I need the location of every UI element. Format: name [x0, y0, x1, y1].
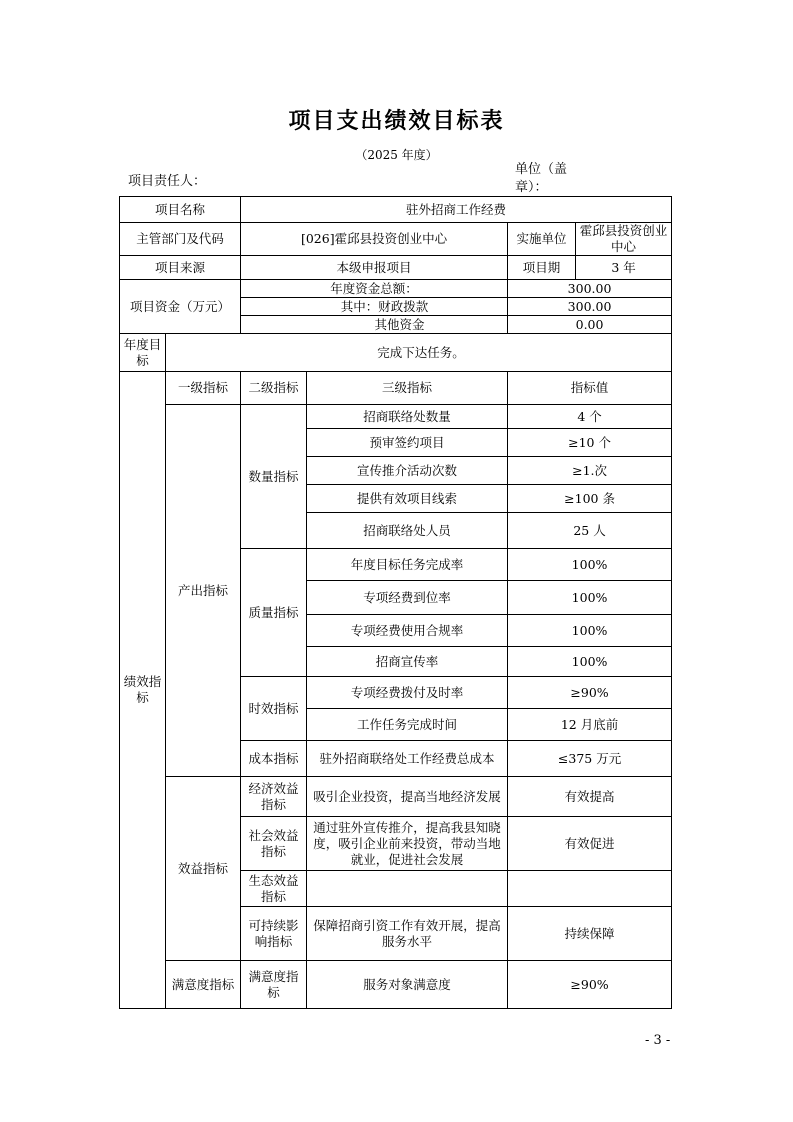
project-name-value: 驻外招商工作经费 — [241, 197, 672, 223]
indicator-value: ≥90% — [508, 961, 672, 1009]
indicator-name: 招商联络处数量 — [307, 405, 508, 429]
fund-total-label: 年度资金总额： — [241, 280, 508, 298]
col-level2-header: 二级指标 — [241, 372, 307, 405]
indicator-name: 服务对象满意度 — [307, 961, 508, 1009]
fund-label: 项目资金（万元） — [120, 280, 241, 334]
indicator-name: 专项经费使用合规率 — [307, 615, 508, 647]
indicator-value: 有效提高 — [508, 777, 672, 817]
benefit-indicator-label: 效益指标 — [166, 777, 241, 961]
indicator-name: 驻外招商联络处工作经费总成本 — [307, 741, 508, 777]
quality-indicator-label: 质量指标 — [241, 549, 307, 677]
report-year: （2025 年度） — [355, 148, 438, 162]
table-row — [120, 777, 672, 817]
col-level1-header: 一级指标 — [166, 372, 241, 405]
indicator-name: 工作任务完成时间 — [307, 709, 508, 741]
page-number: - 3 - — [645, 1033, 671, 1048]
annual-goal-label: 年度目标 — [120, 334, 166, 372]
indicator-name: 通过驻外宣传推介，提高我县知晓度，吸引企业前来投资，带动当地就业，促进社会发展 — [307, 817, 508, 871]
unit-seal-label: 单位（盖章）： — [515, 162, 568, 195]
indicator-name: 吸引企业投资，提高当地经济发展 — [307, 777, 508, 817]
responsible-person-label: 项目责任人： — [128, 174, 207, 189]
impl-unit-value: 霍邱县投资创业中心 — [576, 223, 672, 256]
annual-goal-value: 完成下达任务。 — [166, 334, 672, 372]
dept-label: 主管部门及代码 — [120, 223, 241, 256]
economic-indicator-label: 经济效益指标 — [241, 777, 307, 817]
fund-other-value: 0.00 — [508, 316, 672, 334]
indicator-value: 100% — [508, 615, 672, 647]
col-value-header: 指标值 — [508, 372, 672, 405]
sustainable-indicator-label: 可持续影响指标 — [241, 907, 307, 961]
fund-total-value: 300.00 — [508, 280, 672, 298]
table-row — [120, 961, 672, 1009]
indicator-value: 有效促进 — [508, 817, 672, 871]
indicator-value: 12 月底前 — [508, 709, 672, 741]
timeliness-indicator-label: 时效指标 — [241, 677, 307, 741]
indicator-name — [307, 871, 508, 907]
fund-other-label: 其他资金 — [241, 316, 508, 334]
indicator-value: 4 个 — [508, 405, 672, 429]
indicator-value: ≥90% — [508, 677, 672, 709]
indicator-value — [508, 871, 672, 907]
quantity-indicator-label: 数量指标 — [241, 405, 307, 549]
row-source — [120, 256, 672, 280]
indicator-value: 25 人 — [508, 513, 672, 549]
indicator-name: 招商联络处人员 — [307, 513, 508, 549]
row-department — [120, 223, 672, 256]
output-indicator-label: 产出指标 — [166, 405, 241, 777]
indicator-value: ≥10 个 — [508, 429, 672, 457]
indicator-name: 招商宣传率 — [307, 647, 508, 677]
indicator-name: 宣传推介活动次数 — [307, 457, 508, 485]
indicator-name: 年度目标任务完成率 — [307, 549, 508, 581]
cost-indicator-label: 成本指标 — [241, 741, 307, 777]
indicator-name: 专项经费到位率 — [307, 581, 508, 615]
impl-unit-label: 实施单位 — [508, 223, 576, 256]
indicator-name: 提供有效项目线索 — [307, 485, 508, 513]
indicator-value: 100% — [508, 647, 672, 677]
page-title: 项目支出绩效目标表 — [288, 108, 505, 134]
performance-indicator-label: 绩效指标 — [120, 372, 166, 1009]
project-name-label: 项目名称 — [120, 197, 241, 223]
indicator-value: 100% — [508, 581, 672, 615]
source-label: 项目来源 — [120, 256, 241, 280]
fund-fiscal-value: 300.00 — [508, 298, 672, 316]
indicator-value: ≥1.次 — [508, 457, 672, 485]
indicator-value: ≤375 万元 — [508, 741, 672, 777]
row-annual-goal — [120, 334, 672, 372]
fund-fiscal-label: 其中：财政拨款 — [241, 298, 508, 316]
row-indicator-header — [120, 372, 672, 405]
satisfaction-sub-label: 满意度指标 — [241, 961, 307, 1009]
source-value: 本级申报项目 — [241, 256, 508, 280]
indicator-name: 专项经费拨付及时率 — [307, 677, 508, 709]
indicator-name: 预审签约项目 — [307, 429, 508, 457]
period-value: 3 年 — [576, 256, 672, 280]
period-label: 项目期 — [508, 256, 576, 280]
indicator-value: 持续保障 — [508, 907, 672, 961]
satisfaction-indicator-label: 满意度指标 — [166, 961, 241, 1009]
indicator-name: 保障招商引资工作有效开展，提高服务水平 — [307, 907, 508, 961]
col-level3-header: 三级指标 — [307, 372, 508, 405]
dept-value: [026]霍邱县投资创业中心 — [241, 223, 508, 256]
row-fund-total — [120, 280, 672, 298]
social-indicator-label: 社会效益指标 — [241, 817, 307, 871]
indicator-value: ≥100 条 — [508, 485, 672, 513]
performance-target-table — [119, 196, 672, 1009]
ecological-indicator-label: 生态效益指标 — [241, 871, 307, 907]
indicator-value: 100% — [508, 549, 672, 581]
row-project-name — [120, 197, 672, 223]
table-row — [120, 405, 672, 429]
